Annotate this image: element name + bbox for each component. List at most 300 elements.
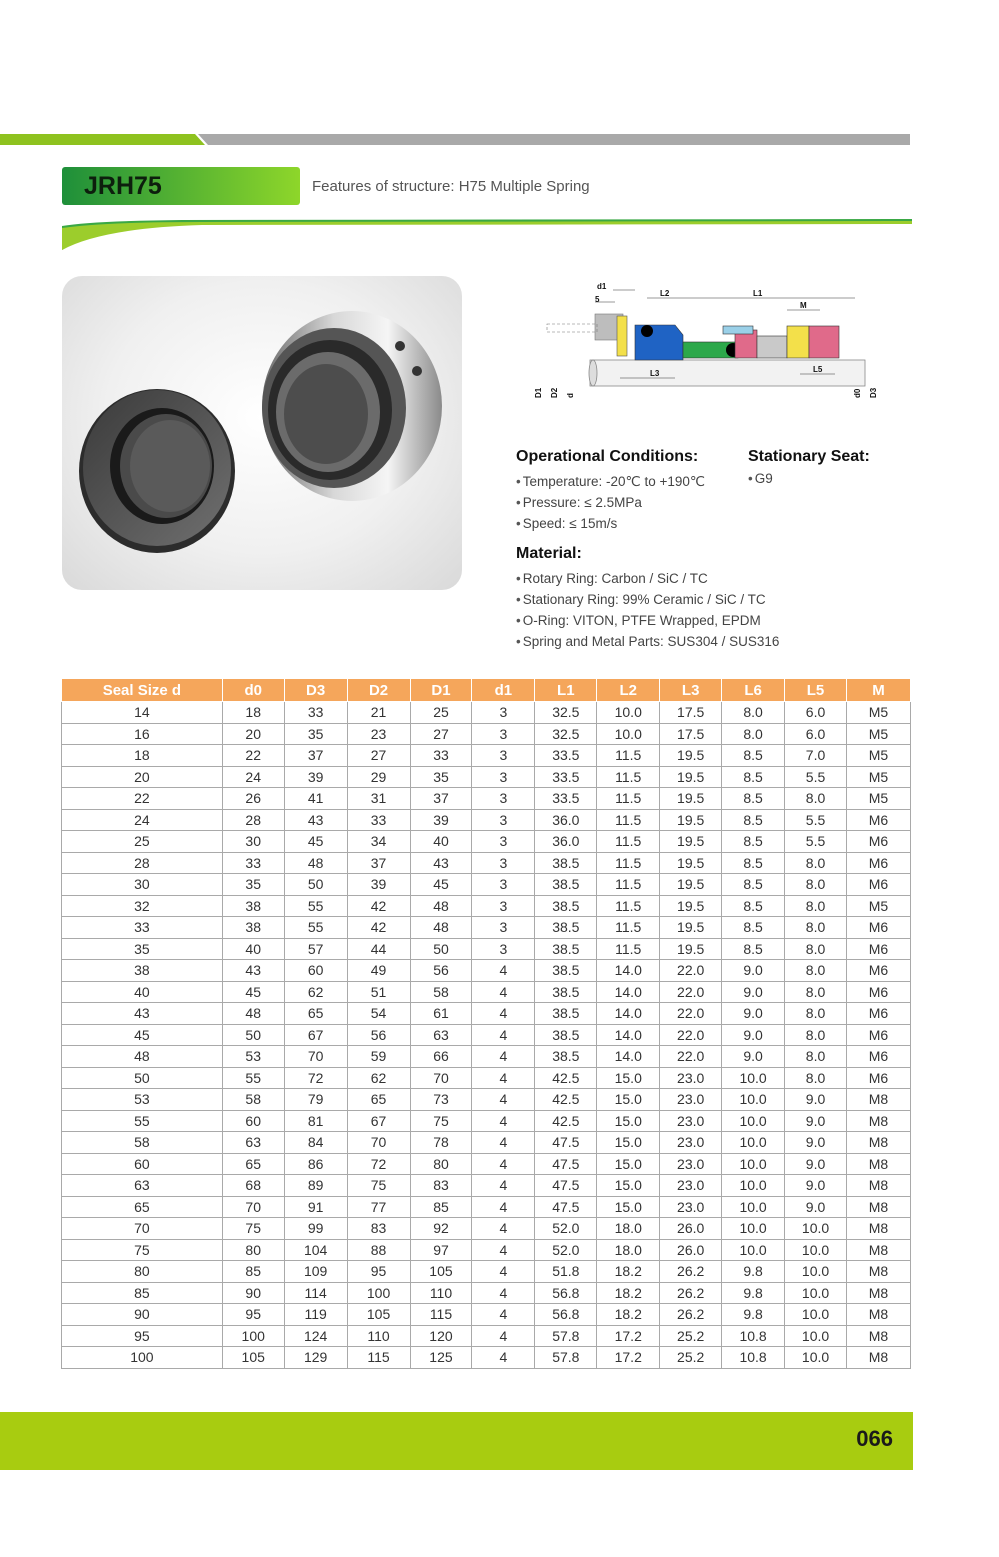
table-cell: 48 — [284, 852, 347, 874]
table-cell: 4 — [472, 981, 535, 1003]
table-cell: 92 — [410, 1218, 472, 1240]
table-cell: 25.2 — [660, 1325, 722, 1347]
table-cell: 38.5 — [535, 960, 597, 982]
table-cell: 70 — [410, 1067, 472, 1089]
table-cell: 17.5 — [660, 723, 722, 745]
table-cell: 38.5 — [535, 981, 597, 1003]
table-cell: 80 — [410, 1153, 472, 1175]
table-cell: M8 — [847, 1196, 911, 1218]
table-cell: 35 — [410, 766, 472, 788]
table-cell: 55 — [62, 1110, 223, 1132]
table-cell: 3 — [472, 723, 535, 745]
table-cell: 22.0 — [660, 981, 722, 1003]
table-cell: 4 — [472, 1325, 535, 1347]
table-row — [62, 788, 911, 810]
table-cell: 22 — [222, 745, 284, 767]
table-cell: 51.8 — [535, 1261, 597, 1283]
table-cell: 4 — [472, 1153, 535, 1175]
table-cell: 129 — [284, 1347, 347, 1369]
table-cell: 56.8 — [535, 1304, 597, 1326]
table-cell: 60 — [222, 1110, 284, 1132]
table-cell: 15.0 — [597, 1067, 660, 1089]
material-section — [516, 545, 779, 652]
table-cell: 8.5 — [722, 809, 785, 831]
table-cell: 22.0 — [660, 960, 722, 982]
table-cell: 14.0 — [597, 1024, 660, 1046]
material-item: • Spring and Metal Parts: SUS304 / SUS316 — [516, 634, 780, 649]
dim-label: L3 — [650, 369, 660, 378]
table-cell: 58 — [62, 1132, 223, 1154]
table-cell: 80 — [62, 1261, 223, 1283]
table-cell: 14.0 — [597, 1046, 660, 1068]
table-cell: 33 — [410, 745, 472, 767]
table-row — [62, 874, 911, 896]
table-cell: M5 — [847, 745, 911, 767]
table-cell: 91 — [284, 1196, 347, 1218]
table-cell: M6 — [847, 981, 911, 1003]
table-cell: 95 — [347, 1261, 410, 1283]
table-cell: 48 — [410, 917, 472, 939]
table-cell: 35 — [62, 938, 223, 960]
table-cell: 8.5 — [722, 874, 785, 896]
table-cell: 10.0 — [722, 1239, 785, 1261]
table-cell: 48 — [62, 1046, 223, 1068]
table-cell: 11.5 — [597, 788, 660, 810]
table-cell: 26.0 — [660, 1218, 722, 1240]
condition-text: Pressure: ≤ 2.5MPa — [522, 495, 642, 510]
table-cell: 23.0 — [660, 1196, 722, 1218]
column-header: L6 — [722, 679, 785, 702]
table-cell: 22.0 — [660, 1024, 722, 1046]
operational-conditions — [516, 448, 705, 534]
table-cell: 75 — [410, 1110, 472, 1132]
table-cell: M8 — [847, 1282, 911, 1304]
table-cell: 56 — [410, 960, 472, 982]
dim-label: L5 — [813, 365, 823, 374]
table-cell: 4 — [472, 1024, 535, 1046]
table-cell: 9.8 — [722, 1261, 785, 1283]
table-cell: 20 — [222, 723, 284, 745]
table-cell: 65 — [62, 1196, 223, 1218]
table-cell: 10.0 — [722, 1175, 785, 1197]
table-row — [62, 1153, 911, 1175]
table-cell: M8 — [847, 1218, 911, 1240]
page-number: 066 — [856, 1426, 893, 1451]
table-cell: 22.0 — [660, 1046, 722, 1068]
table-cell: 10.0 — [785, 1282, 847, 1304]
table-cell: 16 — [62, 723, 223, 745]
table-cell: 8.5 — [722, 895, 785, 917]
table-row — [62, 1347, 911, 1369]
table-cell: M5 — [847, 723, 911, 745]
table-cell: 19.5 — [660, 831, 722, 853]
table-cell: 17.5 — [660, 702, 722, 724]
table-cell: 75 — [222, 1218, 284, 1240]
table-cell: 115 — [347, 1347, 410, 1369]
table-cell: 19.5 — [660, 938, 722, 960]
table-cell: 30 — [62, 874, 223, 896]
table-cell: 10.0 — [722, 1196, 785, 1218]
table-cell: 45 — [284, 831, 347, 853]
table-cell: 45 — [62, 1024, 223, 1046]
table-cell: 8.0 — [785, 938, 847, 960]
table-cell: 18.2 — [597, 1261, 660, 1283]
table-cell: 14.0 — [597, 981, 660, 1003]
table-cell: 57.8 — [535, 1347, 597, 1369]
operational-title: Operational Conditions: — [516, 448, 699, 465]
table-cell: 26.2 — [660, 1261, 722, 1283]
column-header: d1 — [472, 679, 535, 702]
table-cell: 9.0 — [722, 960, 785, 982]
table-row — [62, 831, 911, 853]
table-cell: 18.2 — [597, 1304, 660, 1326]
table-cell: 65 — [347, 1089, 410, 1111]
table-cell: 3 — [472, 831, 535, 853]
table-cell: 61 — [410, 1003, 472, 1025]
dim-label: D3 — [869, 387, 878, 398]
table-row — [62, 1067, 911, 1089]
table-cell: 10.0 — [722, 1218, 785, 1240]
table-cell: 9.0 — [785, 1089, 847, 1111]
table-cell: 5.5 — [785, 766, 847, 788]
table-cell: 6.0 — [785, 702, 847, 724]
table-cell: 95 — [222, 1304, 284, 1326]
table-row — [62, 1282, 911, 1304]
table-cell: M6 — [847, 874, 911, 896]
table-cell: 84 — [284, 1132, 347, 1154]
table-row — [62, 1218, 911, 1240]
table-cell: 18.0 — [597, 1239, 660, 1261]
material-item: • Rotary Ring: Carbon / SiC / TC — [516, 571, 708, 586]
table-cell: 8.5 — [722, 745, 785, 767]
table-cell: M6 — [847, 852, 911, 874]
table-cell: 28 — [62, 852, 223, 874]
table-cell: 63 — [410, 1024, 472, 1046]
table-cell: 38 — [222, 895, 284, 917]
table-cell: 81 — [284, 1110, 347, 1132]
table-cell: 5.5 — [785, 809, 847, 831]
table-cell: 4 — [472, 1110, 535, 1132]
table-cell: 8.0 — [785, 1067, 847, 1089]
table-row — [62, 1132, 911, 1154]
table-cell: 56.8 — [535, 1282, 597, 1304]
dim-label: L2 — [660, 289, 670, 298]
table-cell: 4 — [472, 1196, 535, 1218]
table-cell: M8 — [847, 1175, 911, 1197]
table-cell: 8.5 — [722, 788, 785, 810]
dim-label: d0 — [853, 388, 862, 398]
table-cell: 43 — [62, 1003, 223, 1025]
table-cell: 8.5 — [722, 917, 785, 939]
table-cell: 38.5 — [535, 1024, 597, 1046]
table-cell: 23.0 — [660, 1067, 722, 1089]
table-cell: 63 — [222, 1132, 284, 1154]
table-cell: 68 — [222, 1175, 284, 1197]
table-cell: 4 — [472, 1132, 535, 1154]
table-cell: 50 — [62, 1067, 223, 1089]
table-cell: 79 — [284, 1089, 347, 1111]
table-cell: 36.0 — [535, 809, 597, 831]
table-cell: 9.0 — [722, 981, 785, 1003]
table-cell: M8 — [847, 1239, 911, 1261]
table-cell: 78 — [410, 1132, 472, 1154]
table-cell: 75 — [347, 1175, 410, 1197]
table-row — [62, 809, 911, 831]
green-swoosh-divider — [62, 216, 912, 250]
table-cell: 105 — [410, 1261, 472, 1283]
table-cell: 8.0 — [722, 702, 785, 724]
model-title: JRH75 — [62, 167, 300, 205]
table-cell: 10.0 — [722, 1110, 785, 1132]
table-cell: 32.5 — [535, 723, 597, 745]
table-cell: 40 — [222, 938, 284, 960]
table-cell: 95 — [62, 1325, 223, 1347]
table-row — [62, 1175, 911, 1197]
table-cell: 119 — [284, 1304, 347, 1326]
table-row — [62, 1046, 911, 1068]
column-header: D2 — [347, 679, 410, 702]
table-cell: M6 — [847, 1046, 911, 1068]
table-cell: 39 — [284, 766, 347, 788]
table-cell: 3 — [472, 917, 535, 939]
table-cell: 77 — [347, 1196, 410, 1218]
table-cell: 17.2 — [597, 1325, 660, 1347]
table-cell: 110 — [410, 1282, 472, 1304]
table-cell: 18.2 — [597, 1282, 660, 1304]
table-cell: 62 — [347, 1067, 410, 1089]
table-cell: M6 — [847, 831, 911, 853]
table-cell: 15.0 — [597, 1196, 660, 1218]
table-cell: 45 — [222, 981, 284, 1003]
table-cell: 115 — [410, 1304, 472, 1326]
table-cell: 19.5 — [660, 809, 722, 831]
product-photo — [62, 276, 462, 590]
table-cell: 10.0 — [785, 1347, 847, 1369]
table-cell: 8.5 — [722, 938, 785, 960]
table-cell: 65 — [284, 1003, 347, 1025]
table-cell: 43 — [410, 852, 472, 874]
table-cell: 9.0 — [785, 1132, 847, 1154]
table-cell: 11.5 — [597, 852, 660, 874]
table-cell: 55 — [222, 1067, 284, 1089]
table-row — [62, 1003, 911, 1025]
table-cell: 19.5 — [660, 917, 722, 939]
table-cell: 33 — [62, 917, 223, 939]
table-cell: 6.0 — [785, 723, 847, 745]
table-cell: M8 — [847, 1153, 911, 1175]
table-cell: 8.0 — [785, 852, 847, 874]
table-cell: M6 — [847, 960, 911, 982]
table-cell: 11.5 — [597, 831, 660, 853]
table-cell: 47.5 — [535, 1153, 597, 1175]
table-cell: 3 — [472, 874, 535, 896]
table-cell: 10.0 — [597, 723, 660, 745]
table-cell: 72 — [284, 1067, 347, 1089]
table-cell: 85 — [410, 1196, 472, 1218]
table-cell: 23.0 — [660, 1175, 722, 1197]
table-cell: 34 — [347, 831, 410, 853]
table-cell: 33 — [284, 702, 347, 724]
table-cell: 38.5 — [535, 938, 597, 960]
table-cell: 29 — [347, 766, 410, 788]
table-cell: 8.0 — [785, 917, 847, 939]
material-item: • Stationary Ring: 99% Ceramic / SiC / TC — [516, 592, 766, 607]
table-cell: 54 — [347, 1003, 410, 1025]
table-cell: 38.5 — [535, 917, 597, 939]
table-cell: 19.5 — [660, 895, 722, 917]
table-cell: 58 — [410, 981, 472, 1003]
mechanical-seal-icon — [62, 276, 462, 590]
dim-label: M — [800, 301, 807, 310]
table-cell: 28 — [222, 809, 284, 831]
table-cell: 33.5 — [535, 788, 597, 810]
table-cell: 8.0 — [785, 1046, 847, 1068]
table-cell: 41 — [284, 788, 347, 810]
table-body — [62, 702, 911, 1369]
table-cell: 75 — [62, 1239, 223, 1261]
table-cell: 3 — [472, 766, 535, 788]
condition-text: Speed: ≤ 15m/s — [522, 516, 618, 531]
table-cell: 33.5 — [535, 766, 597, 788]
table-cell: 4 — [472, 1304, 535, 1326]
table-cell: 14.0 — [597, 1003, 660, 1025]
table-cell: 49 — [347, 960, 410, 982]
table-cell: 43 — [284, 809, 347, 831]
table-cell: 100 — [347, 1282, 410, 1304]
column-header: M — [847, 679, 911, 702]
dim-label: D2 — [550, 387, 559, 398]
table-row — [62, 852, 911, 874]
table-cell: 3 — [472, 852, 535, 874]
table-cell: 39 — [410, 809, 472, 831]
table-cell: 24 — [62, 809, 223, 831]
table-row — [62, 723, 911, 745]
condition-item: • Temperature: -20℃ to +190℃ — [516, 474, 706, 489]
table-cell: 9.0 — [722, 1024, 785, 1046]
table-cell: 45 — [410, 874, 472, 896]
table-cell: 10.0 — [785, 1325, 847, 1347]
table-cell: 10.0 — [722, 1067, 785, 1089]
table-cell: 42.5 — [535, 1067, 597, 1089]
table-cell: 124 — [284, 1325, 347, 1347]
table-cell: M6 — [847, 938, 911, 960]
table-cell: 11.5 — [597, 917, 660, 939]
table-cell: 47.5 — [535, 1196, 597, 1218]
table-cell: 66 — [410, 1046, 472, 1068]
dim-label: d1 — [597, 282, 607, 291]
footer-bar — [0, 1412, 913, 1470]
table-cell: 85 — [222, 1261, 284, 1283]
table-cell: 27 — [410, 723, 472, 745]
table-cell: 59 — [347, 1046, 410, 1068]
table-cell: 22.0 — [660, 1003, 722, 1025]
table-cell: 11.5 — [597, 938, 660, 960]
table-cell: 53 — [62, 1089, 223, 1111]
table-cell: 10.0 — [722, 1153, 785, 1175]
table-cell: 55 — [284, 895, 347, 917]
table-cell: 4 — [472, 1347, 535, 1369]
table-cell: 42 — [347, 895, 410, 917]
table-cell: 4 — [472, 1261, 535, 1283]
column-header: d0 — [222, 679, 284, 702]
spec-table — [61, 678, 911, 1369]
table-cell: 10.0 — [722, 1132, 785, 1154]
table-cell: 44 — [347, 938, 410, 960]
table-row — [62, 960, 911, 982]
table-cell: 38 — [222, 917, 284, 939]
column-header: D3 — [284, 679, 347, 702]
table-cell: 10.0 — [785, 1218, 847, 1240]
table-cell: 60 — [62, 1153, 223, 1175]
table-cell: 67 — [347, 1110, 410, 1132]
table-cell: 43 — [222, 960, 284, 982]
table-cell: 65 — [222, 1153, 284, 1175]
table-cell: 8.0 — [785, 981, 847, 1003]
table-cell: 35 — [222, 874, 284, 896]
table-cell: 83 — [410, 1175, 472, 1197]
table-cell: 9.0 — [722, 1003, 785, 1025]
table-cell: 4 — [472, 1046, 535, 1068]
table-cell: 63 — [62, 1175, 223, 1197]
top-decor-bar — [0, 134, 910, 145]
table-cell: 33 — [222, 852, 284, 874]
table-cell: 56 — [347, 1024, 410, 1046]
table-cell: 85 — [62, 1282, 223, 1304]
table-row — [62, 745, 911, 767]
table-cell: 47.5 — [535, 1175, 597, 1197]
table-cell: 90 — [62, 1304, 223, 1326]
table-cell: 53 — [222, 1046, 284, 1068]
table-cell: 26.2 — [660, 1304, 722, 1326]
table-cell: 8.0 — [785, 960, 847, 982]
table-cell: 4 — [472, 1282, 535, 1304]
table-cell: 22 — [62, 788, 223, 810]
table-cell: 114 — [284, 1282, 347, 1304]
table-cell: 8.0 — [785, 874, 847, 896]
table-cell: 50 — [410, 938, 472, 960]
table-cell: 48 — [222, 1003, 284, 1025]
table-cell: 89 — [284, 1175, 347, 1197]
dim-label: d — [566, 393, 575, 398]
table-cell: 33 — [347, 809, 410, 831]
table-cell: 38.5 — [535, 1003, 597, 1025]
table-cell: 3 — [472, 702, 535, 724]
table-cell: 25 — [62, 831, 223, 853]
table-cell: M8 — [847, 1132, 911, 1154]
table-cell: 38.5 — [535, 895, 597, 917]
table-cell: 11.5 — [597, 766, 660, 788]
table-cell: 10.0 — [785, 1304, 847, 1326]
table-cell: 72 — [347, 1153, 410, 1175]
column-header: L3 — [660, 679, 722, 702]
table-row — [62, 938, 911, 960]
table-row — [62, 1024, 911, 1046]
table-row — [62, 1304, 911, 1326]
material-text: Rotary Ring: Carbon / SiC / TC — [522, 571, 708, 586]
table-cell: M8 — [847, 1110, 911, 1132]
table-cell: 9.0 — [785, 1175, 847, 1197]
seat-item: • G9 — [748, 471, 773, 486]
table-row — [62, 1110, 911, 1132]
table-cell: 23.0 — [660, 1153, 722, 1175]
table-row — [62, 1196, 911, 1218]
table-cell: 4 — [472, 1239, 535, 1261]
table-cell: 52.0 — [535, 1239, 597, 1261]
table-cell: 4 — [472, 1218, 535, 1240]
table-cell: 40 — [410, 831, 472, 853]
table-row — [62, 766, 911, 788]
table-cell: 26 — [222, 788, 284, 810]
